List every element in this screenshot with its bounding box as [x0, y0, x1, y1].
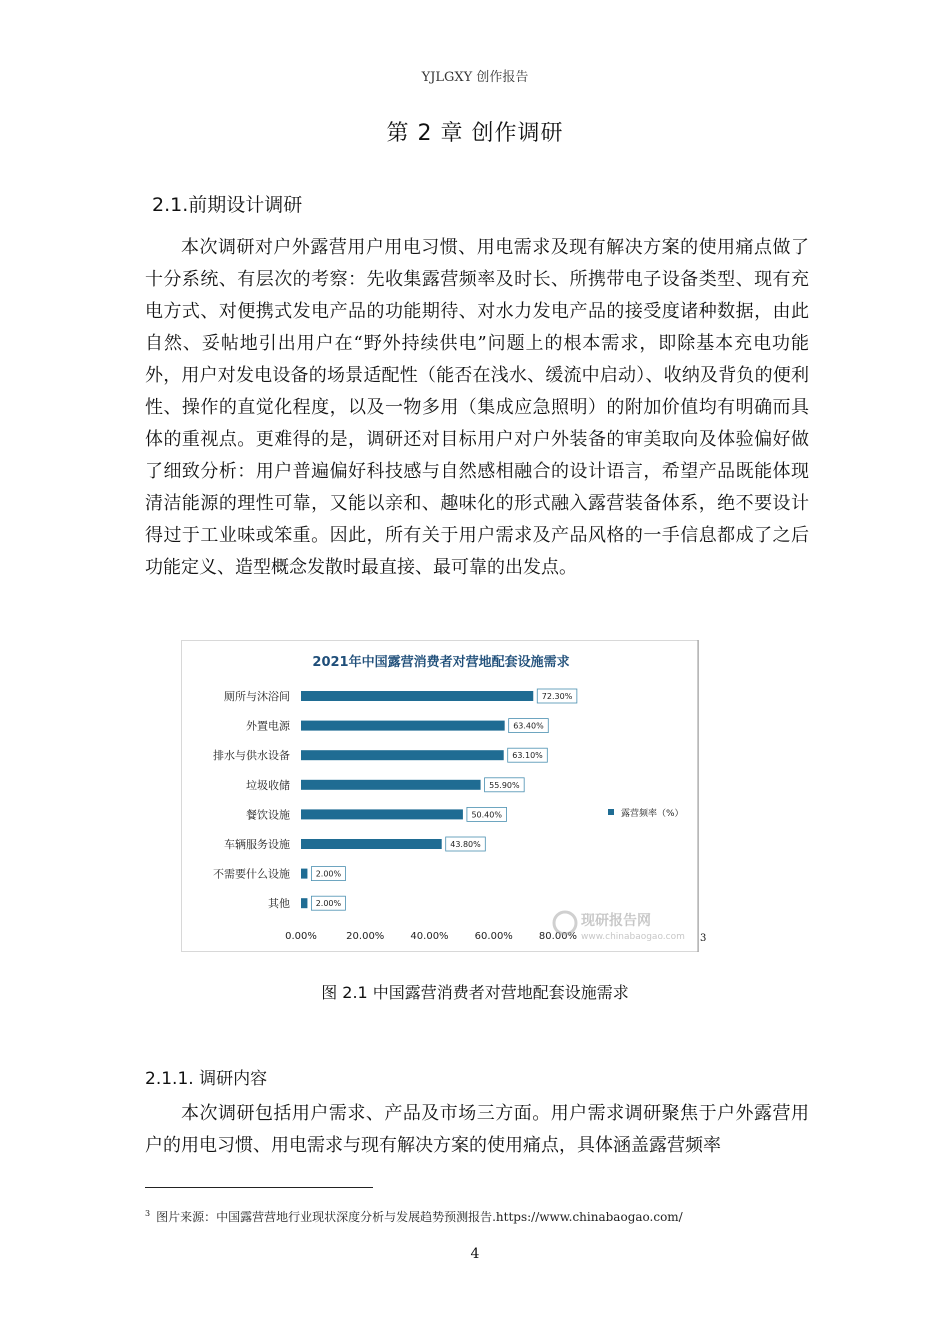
legend-label: 露营频率（%） [621, 809, 684, 819]
x-tick-label: 0.00% [285, 931, 317, 942]
category-label: 餐饮设施 [246, 808, 290, 822]
page-number: 4 [470, 1246, 480, 1262]
bar [301, 809, 463, 819]
chart-figure [181, 640, 701, 952]
section-title: 2.1.前期设计调研 [152, 194, 303, 216]
category-label: 车辆服务设施 [224, 838, 290, 851]
bar [301, 839, 442, 849]
bar [301, 691, 533, 701]
chapter-title: 第 2 章 创作调研 [386, 121, 564, 146]
bar [301, 780, 481, 790]
footnote-reference: 3 [700, 933, 707, 944]
bar [301, 898, 307, 908]
data-label: 50.40% [471, 810, 502, 820]
data-label: 55.90% [489, 780, 520, 790]
chart-title: 2021年中国露营消费者对营地配套设施需求 [312, 655, 570, 670]
data-label: 72.30% [541, 692, 573, 701]
page-header: YJLGXY 创作报告 [421, 70, 529, 85]
data-label: 2.00% [315, 869, 342, 879]
data-label: 43.80% [450, 840, 481, 849]
chart-frame [182, 641, 699, 952]
x-tick-label: 20.00% [346, 931, 385, 942]
x-tick-label: 40.00% [410, 931, 449, 942]
bar [301, 721, 505, 731]
footnote-text: 图片来源：中国露营营地行业现状深度分析与发展趋势预测报告.https://www.chinabaogao.com/ [156, 1210, 683, 1224]
x-tick-label: 80.00% [538, 931, 578, 942]
body-paragraph-2: 本次调研包括用户需求、产品及市场三方面。用户需求调研聚焦于户外露营用户的用电习惯、用电需求与现有解决方案的使用痛点，具体涵盖露营频率 [145, 1103, 809, 1156]
body-paragraph-1: 本次调研对户外露营用户用电习惯、用电需求及现有解决方案的使用痛点做了十分系统、有层次的考察：先收集露营频率及时长、所携带电子设备类型、现有充电方式、对便携式发电产品的功能期待、对水力发电产品的接受度诸种数据，由此自然、妥帖地引出用户在“野外持续供电”问题上的根本需求，即除基本充电功能外，用户对发电设备的场景适配性（能否在浅水、缓流中启动）、收纳及背负的便利性、操作的直觉化程度，以及一物多用（集成应急照明）的附加价值均有明确而具体的重视点。更难得的是，调研还对目标用户对户外装备的审美取向及体验偏好做了细致分析：用户普遍偏好科技感与自然感相融合的设计语言，希望产品既能体现清洁能源的理性可靠，又能以亲和、趣味化的形式融入露营装备体系，绝不要设计得过于工业味或笨重。因此，所有关于用户需求及产品风格的一手信息都成了之后功能定义、造型概念发散时最直接、最可靠的出发点。 [145, 237, 809, 578]
category-label: 厕所与沐浴间 [224, 690, 290, 703]
category-label: 排水与供水设备 [213, 749, 290, 763]
bar [301, 750, 504, 760]
category-label: 垃圾收储 [246, 778, 290, 792]
footnote [145, 1208, 845, 1225]
data-label: 63.10% [512, 751, 543, 761]
figure-caption: 图 2.1 中国露营消费者对营地配套设施需求 [321, 983, 629, 1002]
watermark-text: 现研报告网 [581, 913, 651, 929]
footnote-separator [145, 1187, 373, 1188]
data-label: 2.00% [315, 899, 342, 909]
category-label: 其他 [268, 897, 290, 911]
bar-chart [181, 640, 701, 952]
bar [301, 869, 307, 879]
watermark-url: www.chinabaogao.com [581, 932, 685, 942]
category-label: 不需要什么设施 [213, 867, 290, 881]
subsection-title: 2.1.1. 调研内容 [145, 1069, 268, 1089]
legend-swatch [608, 809, 614, 815]
footnote-marker: 3 [145, 1209, 151, 1218]
x-tick-label: 60.00% [474, 931, 513, 942]
category-label: 外置电源 [246, 719, 290, 733]
data-label: 63.40% [513, 721, 544, 731]
